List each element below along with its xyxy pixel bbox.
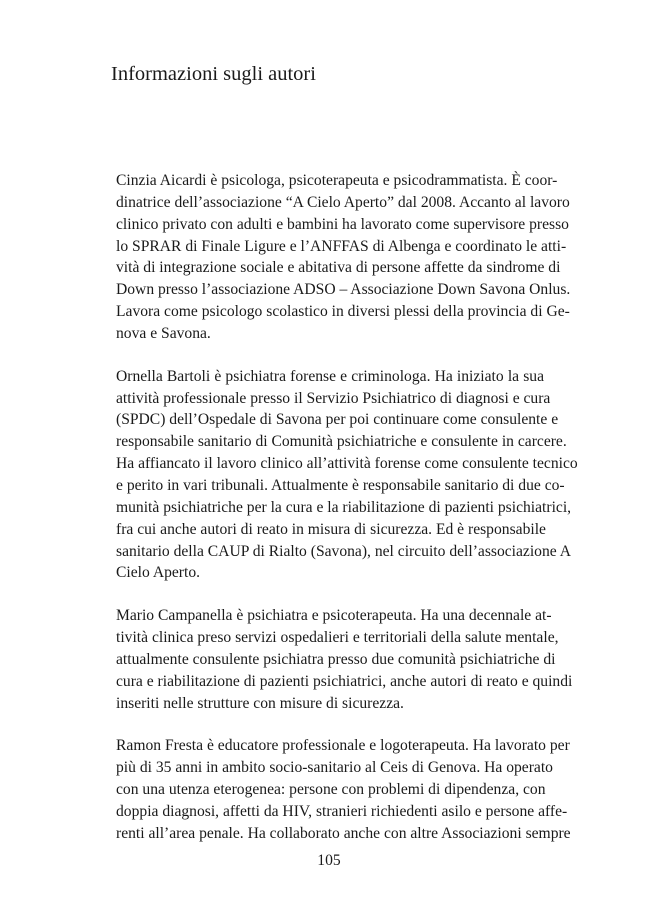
text-line: inseriti nelle strutture con misure di sicurezza. [116,694,404,712]
text-line: lo SPRAR di Finale Ligure e l’ANFFAS di Albenga e coordinato le atti- [116,237,567,255]
text-line: Ha affiancato il lavoro clinico all’attività forense come consulente tecnico [116,455,578,473]
text-line: munità psichiatriche per la cura e la riabilitazione di pazienti psichiatrici, [116,498,572,516]
author-bio-paragraph [116,170,571,345]
text-line: dinatrice dell’associazione “A Cielo Aperto” dal 2008. Accanto al lavoro [116,193,570,211]
text-line: con una utenza eterogenea: persone con problemi di dipendenza, con [116,781,546,799]
text-line: attività professionale presso il Servizio Psichiatrico di diagnosi e cura [116,389,551,407]
text-line: Cinzia Aicardi è psicologa, psicoterapeuta e psicodrammatista. È coor- [116,172,558,189]
text-line: clinico privato con adulti e bambini ha lavorato come supervisore presso [116,215,569,233]
author-bio-paragraph [116,366,578,584]
author-bio-paragraph [116,605,573,714]
text-line: vità di integrazione sociale e abitativa di persone affette da sindrome di [116,259,561,277]
text-line: Mario Campanella è psichiatra e psicoterapeuta. Ha una decennale at- [116,607,552,625]
text-line: doppia diagnosi, affetti da HIV, stranieri richiedenti asilo e persone affe- [116,802,568,820]
text-line: Cielo Aperto. [116,564,201,582]
text-line: fra cui anche autori di reato in misura di sicurezza. Ed è responsabile [116,520,546,538]
text-line: renti all’area penale. Ha collaborato anche con altre Associazioni sempre [116,824,571,842]
text-line: (SPDC) dell’Ospedale di Savona per poi continuare come consulente e [116,411,559,429]
text-line: Down presso l’associazione ADSO – Associazione Down Savona Onlus. [116,281,571,299]
text-line: Lavora come psicologo scolastico in diversi plessi della provincia di Ge- [116,303,570,321]
text-line: Ramon Fresta è educatore professionale e logoterapeuta. Ha lavorato per [116,737,570,755]
text-line: e perito in vari tribunali. Attualmente è responsabile sanitario di due co- [116,476,565,494]
page-title: Informazioni sugli autori [111,63,316,85]
text-line: più di 35 anni in ambito socio-sanitario al Ceis di Genova. Ha operato [116,759,553,777]
text-line: nova e Savona. [116,324,211,342]
text-line: attualmente consulente psichiatra presso due comunità psichiatriche di [116,650,556,668]
text-line: tività clinica preso servizi ospedalieri e territoriali della salute mentale, [116,629,559,647]
body-text [116,170,578,866]
author-bio-paragraph [116,735,571,844]
page-number: 105 [317,852,341,869]
text-line: Ornella Bartoli è psichiatra forense e criminologa. Ha iniziato la sua [116,367,544,385]
text-line: cura e riabilitazione di pazienti psichiatrici, anche autori di reato e quindi [116,672,573,690]
text-line: responsabile sanitario di Comunità psichiatriche e consulente in carcere. [116,433,567,451]
text-line: sanitario della CAUP di Rialto (Savona), nel circuito dell’associazione A [116,542,571,560]
